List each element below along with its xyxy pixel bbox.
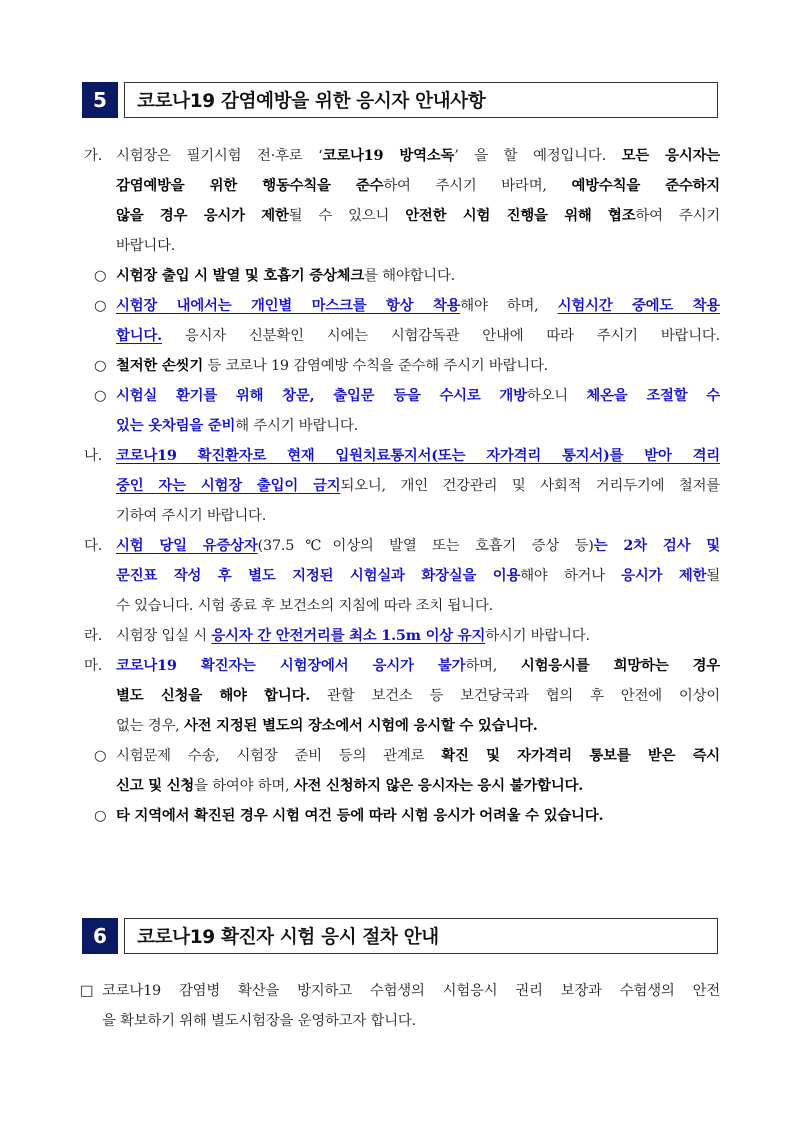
- section-title: 코로나19 확진자 시험 응시 절차 안내: [124, 918, 718, 954]
- bullet-ventilation: ○ 시험실 환기를 위해 창문, 출입문 등을 수시로 개방하오니 체온을 조절할 수 있는 옷차림을 준비해 주시기 바랍니다.: [84, 381, 720, 441]
- section-title: 코로나19 감염예방을 위한 응시자 안내사항: [124, 82, 718, 118]
- item-na: 나. 코로나19 확진환자로 현재 입원치료통지서(또는 자가격리 통지서)를 받아 격리 중인 자는 시험장 출입이 금지되오니, 개인 건강관리 및 사회적 거리두기에 철저를 기하여 주시기 바랍니다.: [84, 441, 720, 531]
- bullet-health-check: ○ 시험장 출입 시 발열 및 호흡기 증상체크를 해야합니다.: [84, 261, 720, 291]
- bullet-handwash: ○ 철저한 손씻기 등 코로나 19 감염예방 수칙을 준수해 주시기 바랍니다.: [84, 351, 720, 381]
- bullet-mask: ○ 시험장 내에서는 개인별 마스크를 항상 착용해야 하며, 시험시간 중에도 착용 합니다. 응시자 신분확인 시에는 시험감독관 안내에 따라 주시기 바랍니다.: [84, 291, 720, 351]
- section-number: 5: [82, 82, 118, 118]
- section-6-header: [82, 918, 718, 954]
- section-6-body: □ 코로나19 감염병 확산을 방지하고 수험생의 시험응시 권리 보장과 수험생의 안전 을 확보하기 위해 별도시험장을 운영하고자 합니다.: [80, 976, 720, 1036]
- section-5-header: [82, 82, 718, 118]
- item-ga: 가. 시험장은 필기시험 전·후로 ‘코로나19 방역소독’ 을 할 예정입니다. 모든 응시자는 감염예방을 위한 행동수칙을 준수하여 주시기 바라며, 예방수칙을 준수하지 않을 경우 응시가 제한될 수 있으니 안전한 시험 진행을 위해 협조하여 주시기 바랍니다.: [84, 141, 720, 261]
- circle-bullet-icon: ○: [94, 358, 107, 374]
- item-marker: 마.: [84, 658, 103, 674]
- section-5-body: [84, 141, 720, 831]
- circle-bullet-icon: ○: [94, 748, 107, 764]
- item-marker: 다.: [84, 538, 103, 554]
- circle-bullet-icon: ○: [94, 268, 107, 284]
- item-marker: 가.: [84, 148, 103, 164]
- item-ra: 라. 시험장 입실 시 응시자 간 안전거리를 최소 1.5m 이상 유지하시기 바랍니다.: [84, 621, 720, 651]
- bullet-report: ○ 시험문제 수송, 시험장 준비 등의 관계로 확진 및 자가격리 통보를 받은 즉시 신고 및 신청을 하여야 하며, 사전 신청하지 않은 응시자는 응시 불가합니다.: [84, 741, 720, 801]
- item-ma: 마. 코로나19 확진자는 시험장에서 응시가 불가하며, 시험응시를 희망하는 경우 별도 신청을 해야 합니다. 관할 보건소 등 보건당국과 협의 후 안전에 이상이 없는 경우, 사전 지정된 별도의 장소에서 시험에 응시할 수 있습니다.: [84, 651, 720, 741]
- item-marker: 라.: [84, 628, 103, 644]
- square-bullet-icon: □: [80, 983, 94, 999]
- circle-bullet-icon: ○: [94, 298, 107, 314]
- bullet-other-region: ○ 타 지역에서 확진된 경우 시험 여건 등에 따라 시험 응시가 어려울 수 있습니다.: [84, 801, 720, 831]
- item-da: 다. 시험 당일 유증상자(37.5℃이상의 발열 또는 호흡기 증상 등)는 2차 검사 및 문진표 작성 후 별도 지정된 시험실과 화장실을 이용해야 하거나 응시가 제한될 수 있습니다. 시험 종료 후 보건소의 지침에 따라 조치 됩니다.: [84, 531, 720, 621]
- circle-bullet-icon: ○: [94, 808, 107, 824]
- circle-bullet-icon: ○: [94, 388, 107, 404]
- section-number: 6: [82, 918, 118, 954]
- item-marker: 나.: [84, 448, 103, 464]
